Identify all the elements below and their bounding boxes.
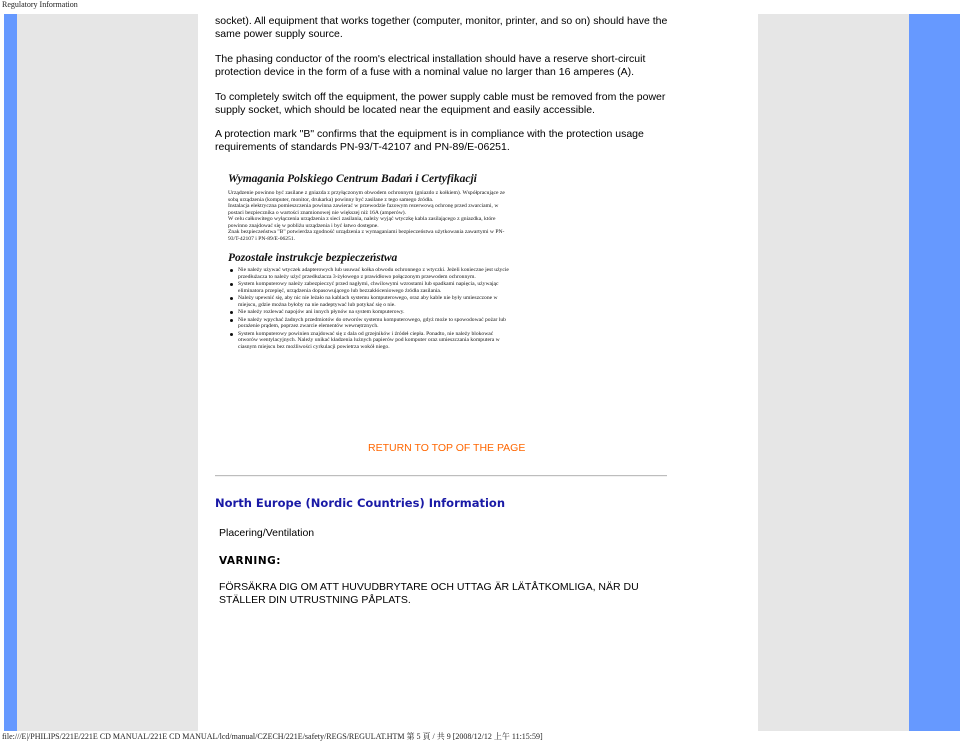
paragraph-same-power-source: socket). All equipment that works together (computer, monitor, printer, and so on) should have the same power supply source. (215, 15, 668, 40)
section-divider (215, 475, 667, 477)
paragraph-switch-off: To completely switch off the equipment, the power supply cable must be removed from the power supply socket, which should be located near the equipment and easily accessible. (215, 91, 666, 116)
list-item: Nie należy rozlewać napojów ani innych płynów na system komputerowy. (238, 309, 510, 316)
polish-safety-list (228, 267, 510, 350)
left-gray-sidebar (17, 14, 198, 731)
polish-body-2: Instalacja elektryczna pomieszczenia powinna zawierać w przewodzie fazowym rezerwową ochronę przed zwarciami, w postaci bezpiecznika o wartości znamionowej nie większej niż 16A (amperów). (228, 203, 499, 216)
return-to-top-link[interactable]: RETURN TO TOP OF THE PAGE (368, 442, 526, 454)
list-item: Nie należy używać wtyczek adapterowych lub usuwać kołka obwodu ochronnego z wtyczki. Jeżeli konieczne jest użycie przedłużacza to należy użyć przedłużacza 3-żyłowego z prawidłowo połączonym przewodem ochronnym. (238, 267, 509, 280)
polish-body-4: Znak bezpieczeństwa "B" potwierdza zgodność urządzenia z wymaganiami bezpieczeństwa użytkowania zawartymi w PN-93/T-42107 i PN-89/E-06251. (228, 229, 505, 242)
paragraph-protection-mark: A protection mark "B" confirms that the equipment is in compliance with the protection usage requirements of standards PN-93/T-42107 and PN-89/E-06251. (215, 128, 644, 153)
left-blue-sidebar (4, 14, 17, 731)
polish-certification-image (228, 172, 510, 416)
print-footer: file:///E|/PHILIPS/221E/221E CD MANUAL/221E CD MANUAL/lcd/manual/CZECH/221E/safety/REGS/REGULAT.HTM 第 5 頁 / 共 9 [2008/12/12 上午 11:15:59] (2, 732, 543, 741)
list-item: Nie należy wpychać żadnych przedmiotów do otworów systemu komputerowego, gdyż może to spowodować pożar lub porażenie prądem, poprzez zwarcie elementów wewnętrznych. (238, 317, 510, 330)
warning-label: VARNING: (219, 555, 281, 567)
polish-body-3: W celu całkowitego wyłączenia urządzenia z sieci zasilania, należy wyjąć wtyczkę kabla zasilającego z gniazdka, które powinno znajdować się w pobliżu urządzenia i być łatwo dostępne. (228, 216, 496, 229)
right-gray-sidebar (758, 14, 909, 731)
polish-title-requirements: Wymagania Polskiego Centrum Badań i Certyfikacji (228, 173, 477, 185)
polish-title-safety: Pozostałe instrukcje bezpieczeństwa (228, 252, 398, 264)
print-header: Regulatory Information (2, 0, 78, 9)
paragraph-fuse-protection: The phasing conductor of the room's electrical installation should have a reserve short-circuit protection device in the form of a fuse with a nominal value no larger than 16 amperes (A). (215, 53, 646, 78)
list-item: System komputerowy powinien znajdować się z dala od grzejników i źródeł ciepła. Ponadto, nie należy blokować otworów wentylacyjnych. Należy unikać kładzenia lużnych papierów pod komputer oraz umieszczania komputera w ciasnym miejscu bez możliwości cyrkulacji powietrza wokół niego. (238, 331, 510, 351)
right-blue-sidebar (909, 14, 960, 731)
polish-body-1: Urządzenie powinno być zasilane z gniazda z przyłączonym obwodem ochronnym (gniazdo z kołkiem). Współpracujące ze sobą urządzenia (komputer, monitor, drukarka) powinny być zasilane z tego samego źródła. (228, 190, 505, 203)
list-item: Należy upewnić się, aby nic nie leżało na kablach systemu komputerowego, oraz aby kable nie były umieszczone w miejscu, gdzie można byłoby na nie nadeptywać lub potykać się o nie. (238, 295, 510, 308)
nordic-section-title: North Europe (Nordic Countries) Information (215, 496, 506, 510)
list-item: System komputerowy należy zabezpieczyć przed nagłymi, chwilowymi wzrostami lub spadkami napięcia, używając eliminatora przepięć, urządzenia dopasowującego lub bezzakłóceniowego źródła zasilania. (238, 281, 510, 294)
nordic-subtitle: Placering/Ventilation (219, 527, 315, 539)
warning-text: FÖRSÄKRA DIG OM ATT HUVUDBRYTARE OCH UTTAG ÄR LÄTÅTKOMLIGA, NÄR DU STÄLLER DIN UTRUSTNING PÅPLATS. (219, 581, 639, 606)
